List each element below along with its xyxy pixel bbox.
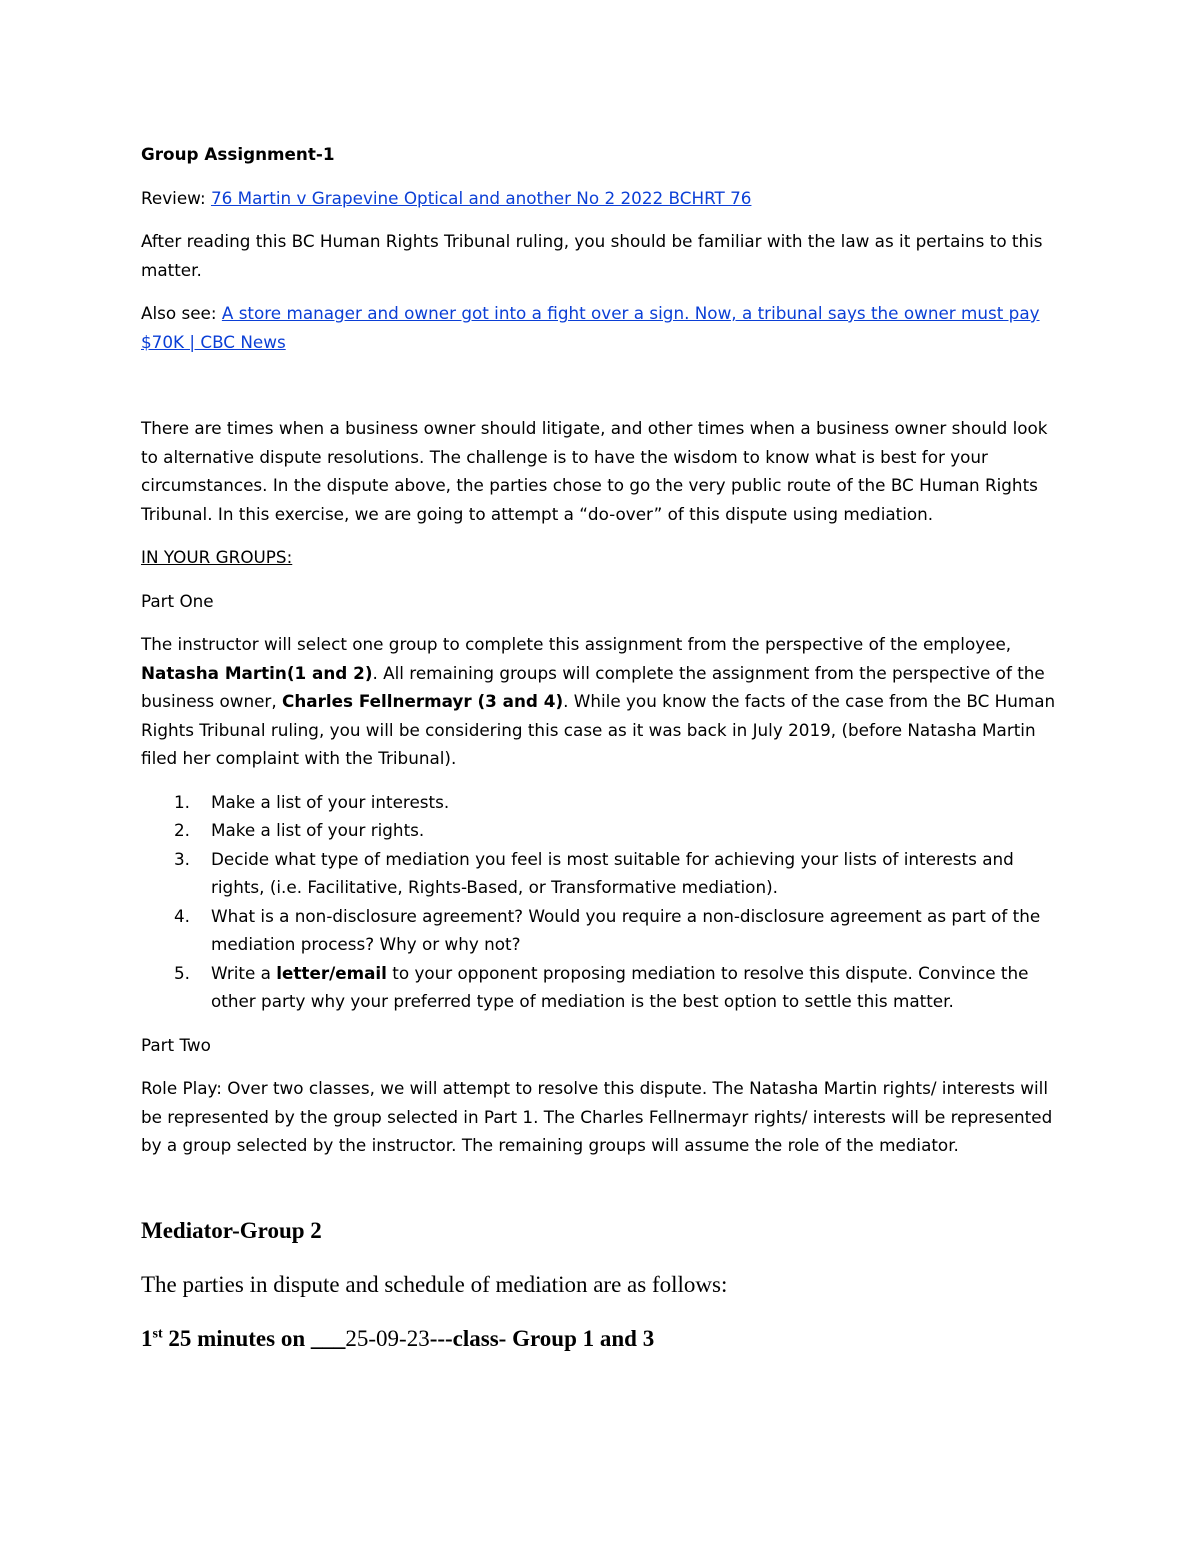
- task-item: [141, 959, 1061, 1016]
- task-number: 3.: [174, 848, 191, 869]
- part-one-paragraph: [141, 630, 1061, 773]
- document-page: [141, 140, 1061, 1354]
- also-see-line: [141, 299, 1061, 356]
- task-text: Make a list of your interests.: [211, 791, 450, 812]
- schedule-pre: 25 minutes on ___: [162, 1325, 346, 1351]
- part-two-heading: Part Two: [141, 1034, 211, 1055]
- task-number: 1.: [174, 791, 191, 812]
- task-text: [211, 963, 1028, 1012]
- review-label: Review:: [141, 187, 211, 208]
- schedule-line: [141, 1324, 1061, 1354]
- part-one-text-b: . All remaining groups will complete the assignment from the perspective of the business owner,: [141, 662, 1045, 711]
- part-one-text-c: . While you know the facts of the case from the BC Human Rights Tribunal ruling, you will be considering this case as it was back in July 2019, (before Natasha Martin filed her complaint with the Tribunal).: [141, 691, 1056, 768]
- part-one-text-a: The instructor will select one group to complete this assignment from the perspective of the employee,: [141, 634, 1012, 654]
- role-play-paragraph: Role Play: Over two classes, we will attempt to resolve this dispute. The Natasha Martin rights/ interests will be represented by the group selected in Part 1. The Charles Fellnermayr rights/ interests will be represented by a group selected by the instructor. The remaining groups will assume the role of the mediator.: [141, 1078, 1053, 1155]
- task5-bold: letter/email: [276, 962, 387, 983]
- task-item: [141, 788, 1061, 817]
- task-number: 2.: [174, 820, 191, 840]
- task-text: What is a non-disclosure agreement? Would you require a non-disclosure agreement as part of the mediation process? Why or why not?: [211, 905, 1041, 954]
- intro-paragraph: After reading this BC Human Rights Tribunal ruling, you should be familiar with the law as it pertains to this matter.: [141, 231, 1043, 280]
- task-item: [141, 816, 1061, 845]
- schedule-ordinal-suffix: st: [152, 1325, 163, 1341]
- context-paragraph: There are times when a business owner should litigate, and other times when a business owner should look to alternative dispute resolutions. The challenge is to have the wisdom to know what is best for your circumstances. In the dispute above, the parties chose to go the very public route of the BC Human Rights Tribunal. In this exercise, we are going to attempt a “do-over” of this dispute using mediation.: [141, 418, 1048, 524]
- groups-heading: IN YOUR GROUPS:: [141, 547, 293, 567]
- task-number: 4.: [174, 905, 191, 926]
- schedule-ordinal: 1: [141, 1325, 153, 1351]
- task-text: Decide what type of mediation you feel is most suitable for achieving your lists of interests and rights, (i.e. Facilitative, Rights-Based, or Transformative mediation).: [211, 848, 1014, 897]
- task5-pre: Write a: [211, 962, 277, 983]
- review-line: [141, 184, 1061, 213]
- mediator-intro: The parties in dispute and schedule of mediation are as follows:: [141, 1271, 728, 1297]
- cbc-news-link[interactable]: A store manager and owner got into a fight over a sign. Now, a tribunal says the owner must pay $70K | CBC News: [141, 303, 1040, 352]
- task-text: Make a list of your rights.: [211, 820, 425, 840]
- task-number: 5.: [174, 962, 191, 983]
- also-see-label: Also see:: [141, 303, 222, 323]
- owner-name: Charles Fellnermayr (3 and 4): [282, 691, 564, 711]
- task-list: [141, 788, 1061, 1016]
- assignment-title: Group Assignment-1: [141, 144, 335, 164]
- review-link[interactable]: 76 Martin v Grapevine Optical and another No 2 2022 BCHRT 76: [210, 187, 752, 208]
- blank-space: [141, 356, 1061, 414]
- task-item: [141, 845, 1061, 902]
- employee-name: Natasha Martin(1 and 2): [141, 662, 373, 683]
- schedule-date: 25-09-23: [345, 1325, 430, 1351]
- task-item: [141, 902, 1061, 959]
- part-one-heading: Part One: [141, 590, 214, 611]
- mediator-title: Mediator-Group 2: [141, 1217, 322, 1243]
- schedule-post: ---class- Group 1 and 3: [429, 1325, 655, 1351]
- task5-post: to your opponent proposing mediation to resolve this dispute. Convince the other party why your preferred type of mediation is the best option to settle this matter.: [211, 962, 1029, 1011]
